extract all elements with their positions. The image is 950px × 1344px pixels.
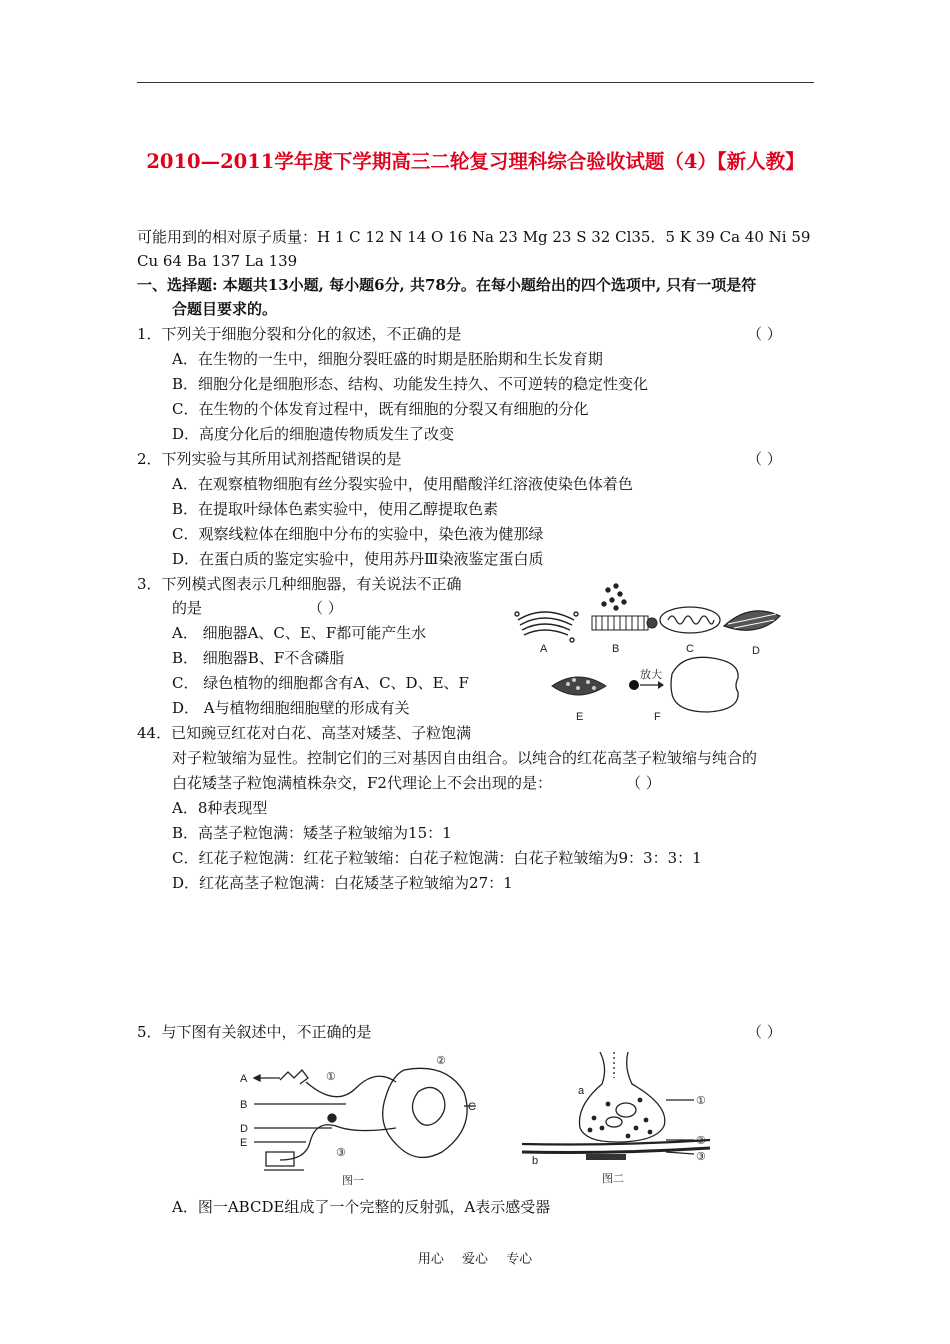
q3-option-b: B． 细胞器B、F不含磷脂 — [172, 649, 345, 667]
fig1-marker-3: ③ — [336, 1147, 346, 1159]
q1-stem: 1．下列关于细胞分裂和分化的叙述，不正确的是 — [137, 325, 462, 343]
page-footer: 用心 爱心 专心 — [417, 1252, 533, 1267]
q3-stem-1: 3．下列模式图表示几种细胞器，有关说法不正确 — [137, 575, 462, 593]
q4-option-d: D．红花高茎子粒饱满：白花矮茎子粒皱缩为27：1 — [172, 874, 513, 892]
organelle-figure — [512, 578, 782, 728]
fig1-marker-1: ① — [326, 1071, 336, 1083]
organelle-f-ribosome — [629, 657, 738, 712]
fig2-marker-2: ② — [696, 1135, 706, 1147]
synapse-figure-2 — [516, 1048, 716, 1188]
fig1-label-a: A — [240, 1073, 248, 1085]
organelle-a-golgi — [515, 612, 578, 642]
q3-option-d: D． A与植物细胞细胞壁的形成有关 — [172, 699, 410, 717]
fig1-marker-2: ② — [436, 1055, 446, 1067]
organelle-label-e: E — [576, 711, 584, 723]
header-rule — [137, 82, 814, 83]
fig2-label-b: b — [532, 1155, 539, 1167]
fig1-label-e: E — [240, 1137, 248, 1149]
q4-answer-paren: （ ） — [626, 774, 661, 792]
organelle-c-mitochondrion — [660, 607, 720, 633]
q4-stem-2: 对子粒皱缩为显性。控制它们的三对基因自由组合。以纯合的红花高茎子粒皱缩与纯合的 — [172, 749, 758, 767]
fig2-marker-3: ③ — [696, 1151, 706, 1163]
q5-option-a: A．图一ABCDE组成了一个完整的反射弧，A表示感受器 — [172, 1198, 551, 1216]
fig1-label-d: D — [240, 1123, 248, 1135]
q2-stem: 2．下列实验与其所用试剂搭配错误的是 — [137, 450, 402, 468]
fig1-caption: 图一 — [342, 1175, 364, 1187]
q1-option-d: D．高度分化后的细胞遗传物质发生了改变 — [172, 425, 455, 443]
section-heading-line-2: 合题目要求的。 — [172, 300, 278, 318]
section-heading-line-1: 一、选择题: 本题共13小题, 每小题6分, 共78分。在每小题给出的四个选项中, 只有一项是符 — [137, 276, 757, 294]
q1-option-c: C．在生物的个体发育过程中，既有细胞的分裂又有细胞的分化 — [172, 400, 589, 418]
fig2-marker-1: ① — [696, 1095, 706, 1107]
atomic-mass-line-1: 可能用到的相对原子质量：H 1 C 12 N 14 O 16 Na 23 Mg 23 S 32 Cl35．5 K 39 Ca 40 Ni 59 — [137, 228, 811, 246]
organelle-d-chloroplast — [724, 611, 780, 630]
q4-option-b: B．高茎子粒饱满：矮茎子粒皱缩为15：1 — [172, 824, 452, 842]
reflex-arc-figure-1 — [236, 1048, 486, 1188]
q1-answer-paren: （ ） — [747, 325, 782, 343]
fig1-label-c: C — [468, 1101, 476, 1113]
q2-option-d: D．在蛋白质的鉴定实验中，使用苏丹Ⅲ染液鉴定蛋白质 — [172, 550, 544, 568]
q2-option-a: A．在观察植物细胞有丝分裂实验中，使用醋酸洋红溶液使染色体着色 — [172, 475, 633, 493]
organelle-b-centriole — [592, 584, 657, 630]
q3-stem-2: 的是 — [172, 599, 203, 617]
atomic-mass-line-2: Cu 64 Ba 137 La 139 — [137, 252, 298, 270]
fig2-label-a: a — [578, 1085, 585, 1097]
organelle-label-f: F — [654, 711, 661, 723]
organelle-label-c: C — [686, 643, 694, 655]
q2-option-b: B．在提取叶绿体色素实验中，使用乙醇提取色素 — [172, 500, 499, 518]
q5-stem: 5．与下图有关叙述中，不正确的是 — [137, 1023, 372, 1041]
fig1-label-b: B — [240, 1099, 248, 1111]
q4-option-c: C．红花子粒饱满：红花子粒皱缩：白花子粒饱满：白花子粒皱缩为9：3：3：1 — [172, 849, 702, 867]
q3-answer-paren: （ ） — [308, 599, 343, 617]
q4-stem-3: 白花矮茎子粒饱满植株杂交，F2代理论上不会出现的是： — [172, 774, 552, 792]
q4-option-a: A．8种表现型 — [172, 799, 268, 817]
q3-option-a: A． 细胞器A、C、E、F都可能产生水 — [172, 624, 427, 642]
q1-option-a: A．在生物的一生中，细胞分裂旺盛的时期是胚胎期和生长发育期 — [172, 350, 603, 368]
organelle-label-a: A — [540, 643, 548, 655]
q1-option-b: B．细胞分化是细胞形态、结构、功能发生持久、不可逆转的稳定性变化 — [172, 375, 649, 393]
organelle-label-b: B — [612, 643, 620, 655]
q2-option-c: C．观察线粒体在细胞中分布的实验中，染色液为健那绿 — [172, 525, 544, 543]
q5-answer-paren: （ ） — [747, 1023, 782, 1041]
page-title: 2010—2011学年度下学期高三二轮复习理科综合验收试题（4）【新人教】 — [146, 150, 805, 173]
organelle-label-d: D — [752, 645, 760, 657]
q3-option-c: C． 绿色植物的细胞都含有A、C、D、E、F — [172, 674, 469, 692]
zoom-label: 放大 — [640, 669, 662, 681]
fig2-caption: 图二 — [602, 1173, 624, 1185]
q4-stem-1: 44．已知豌豆红花对白花、高茎对矮茎、子粒饱满 — [137, 724, 472, 742]
organelle-e-chloroplast — [552, 677, 606, 695]
q2-answer-paren: （ ） — [747, 450, 782, 468]
